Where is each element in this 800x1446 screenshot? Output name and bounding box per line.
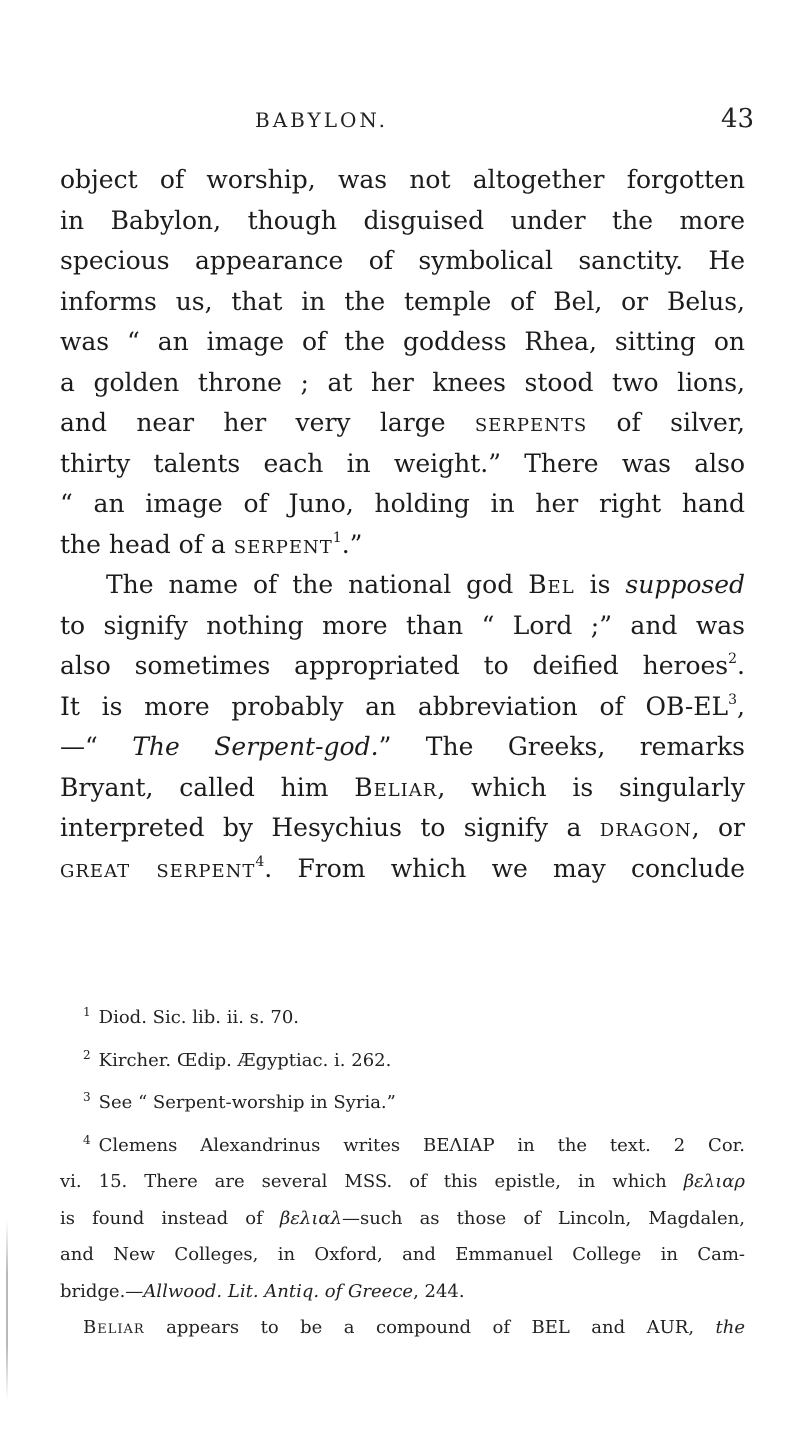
text-line [60,484,745,525]
text-span: ” The Greeks, remarks [378,732,746,761]
text-span: to signify nothing more than “ Lord ;” and was [60,610,745,640]
text-line [60,606,745,647]
text-line [60,768,745,809]
footnote-4 [60,1122,745,1165]
footnote-text: appears to be a compound of BEL and AUR, [144,1317,716,1338]
small-caps-term: Beliar [354,772,438,802]
small-caps-term: serpents [474,408,588,437]
text-span: .” [341,529,363,559]
running-title: BABYLON. [255,108,388,132]
footnote-4-line [60,1274,745,1311]
small-caps-term: Bel [528,570,575,599]
running-header [0,104,800,144]
footnotes [60,994,745,1347]
text-span: Bryant, called him [60,772,355,802]
text-line [60,322,745,363]
text-span: is [574,570,626,599]
italic-term: supposed [625,570,746,599]
text-span: object of worship, was not altogether forgotten [60,165,745,194]
main-text [60,160,745,889]
small-caps-term: serpent [233,529,333,559]
text-span: —“ [60,732,133,761]
text-line [60,444,745,485]
text-line [60,363,745,404]
small-caps-term: Beliar [83,1317,145,1338]
text-span: , or [691,813,745,842]
text-line [60,201,745,242]
italic-term: the [715,1317,745,1338]
text-span: thirty talents each in weight.” There was also [60,448,745,478]
footnote-ref: 4 [255,853,265,870]
text-span: in Babylon, though disguised under the more [60,205,745,235]
text-span: “ an image of Juno, holding in her right hand [60,489,745,518]
footnote-4-line [60,1201,745,1238]
greek-word: βελιαρ [683,1171,745,1192]
text-span: . [737,651,745,680]
footnote-text: bridge.— [60,1280,144,1302]
page-number: 43 [721,104,755,134]
text-span: , which is singularly [437,772,745,802]
footnote-ref: 1 [332,529,342,546]
text-line [60,849,745,890]
footnote-text: See “ Serpent-worship in Syria.” [98,1092,396,1113]
footnote-marker: 4 [83,1132,91,1147]
text-line [60,646,745,687]
footnote-marker: 1 [83,1005,91,1019]
footnote-marker: 3 [83,1090,91,1104]
text-span: The name of the national god [106,570,529,599]
footnote-text: is found instead of [60,1207,280,1229]
text-span: It is more probably an abbreviation of OB-EL [60,691,729,721]
footnote-marker: 2 [83,1047,91,1062]
text-line [60,808,745,849]
citation-title: Allwood. Lit. Antiq. of Greece [143,1280,414,1302]
small-caps-term: dragon [599,813,692,842]
italic-term: The Serpent-god. [132,732,379,761]
footnote-4-line [60,1164,745,1201]
footnote-4-line [60,1237,745,1274]
footnote-text: Clemens Alexandrinus writes BEΛIAP in the text. 2 Cor. [98,1134,745,1156]
footnote-1 [60,994,745,1037]
text-line [60,525,745,566]
text-line [60,241,745,282]
text-span: informs us, that in the temple of Bel, or Belus, [60,286,745,316]
text-span: , [737,691,745,721]
footnote-ref: 3 [728,691,738,708]
footnote-text: and New Colleges, in Oxford, and Emmanuel College in Cam- [60,1244,745,1265]
footnote-2 [60,1037,745,1080]
small-caps-term: great serpent [60,853,256,883]
footnote-text: vi. 15. There are several MSS. of this epistle, in which [60,1171,684,1192]
footnote-ref: 2 [728,651,738,667]
greek-word: βελιαλ [279,1207,342,1229]
footnote-text: , 244. [413,1280,465,1302]
text-span: . From which we may conclude [264,853,745,883]
text-span: was “ an image of the goddess Rhea, sitting on [60,327,745,356]
footnote-3 [60,1079,745,1122]
footnote-text: —such as those of Lincoln, Magdalen, [341,1207,745,1229]
text-span: interpreted by Hesychius to signify a [60,813,600,842]
text-line [60,160,745,201]
scan-edge-shadow [6,1220,8,1400]
text-span: of silver, [587,408,746,437]
text-line [60,687,745,728]
text-span: and near her very large [60,408,475,437]
text-line [60,282,745,323]
text-line [60,565,745,606]
footnote-4-line [60,1310,745,1347]
text-span: also sometimes appropriated to deified heroes [60,651,729,680]
text-span: specious appearance of symbolical sanctity. He [60,246,745,275]
text-line [60,403,745,444]
text-span: a golden throne ; at her knees stood two lions, [60,367,745,397]
footnote-text: Diod. Sic. lib. ii. s. 70. [98,1007,299,1028]
text-line [60,727,745,768]
text-span: the head of a [60,529,234,559]
footnote-text: Kircher. Œdip. Ægyptiac. i. 262. [98,1049,392,1071]
